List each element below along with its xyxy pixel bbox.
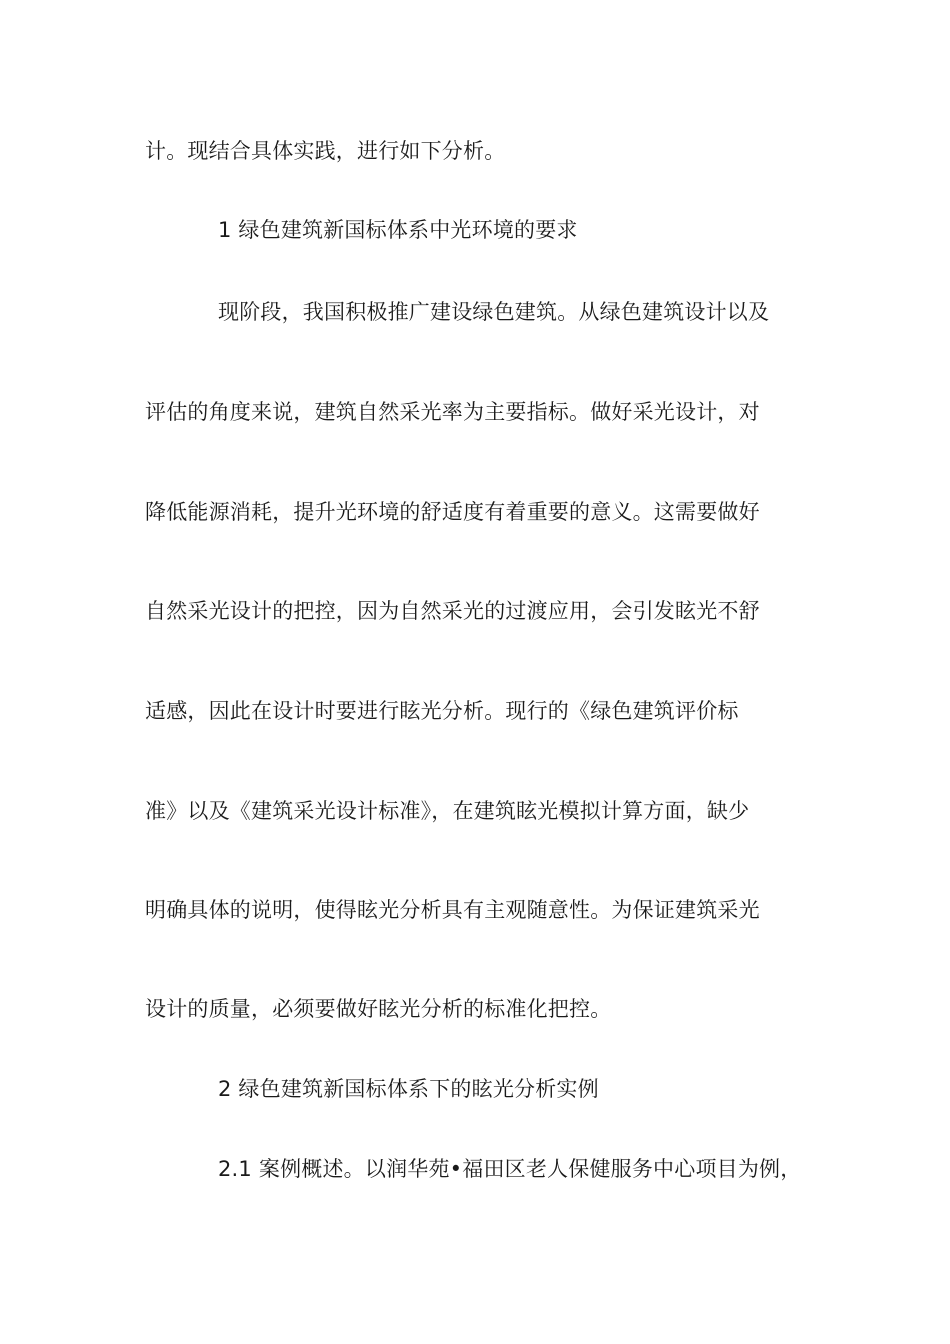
paragraph-line: 适感，因此在设计时要进行眩光分析。现行的《绿色建筑评价标 — [145, 699, 739, 723]
section-heading-1: 1 绿色建筑新国标体系中光环境的要求 — [218, 218, 578, 242]
paragraph-line: 准》以及《建筑采光设计标准》，在建筑眩光模拟计算方面，缺少 — [145, 799, 750, 823]
paragraph-line: 自然采光设计的把控，因为自然采光的过渡应用，会引发眩光不舒 — [145, 599, 760, 623]
paragraph-line: 计。现结合具体实践，进行如下分析。 — [145, 139, 506, 163]
paragraph-line: 评估的角度来说，建筑自然采光率为主要指标。做好采光设计，对 — [145, 400, 760, 424]
subsection-line: 2.1 案例概述。以润华苑•福田区老人保健服务中心项目为例， — [218, 1157, 802, 1181]
section-heading-2: 2 绿色建筑新国标体系下的眩光分析实例 — [218, 1077, 599, 1101]
paragraph-line: 设计的质量，必须要做好眩光分析的标准化把控。 — [145, 997, 612, 1021]
paragraph-line: 降低能源消耗，提升光环境的舒适度有着重要的意义。这需要做好 — [145, 500, 760, 524]
paragraph-line: 明确具体的说明，使得眩光分析具有主观随意性。为保证建筑采光 — [145, 898, 760, 922]
paragraph-line: 现阶段，我国积极推广建设绿色建筑。从绿色建筑设计以及 — [218, 300, 770, 324]
